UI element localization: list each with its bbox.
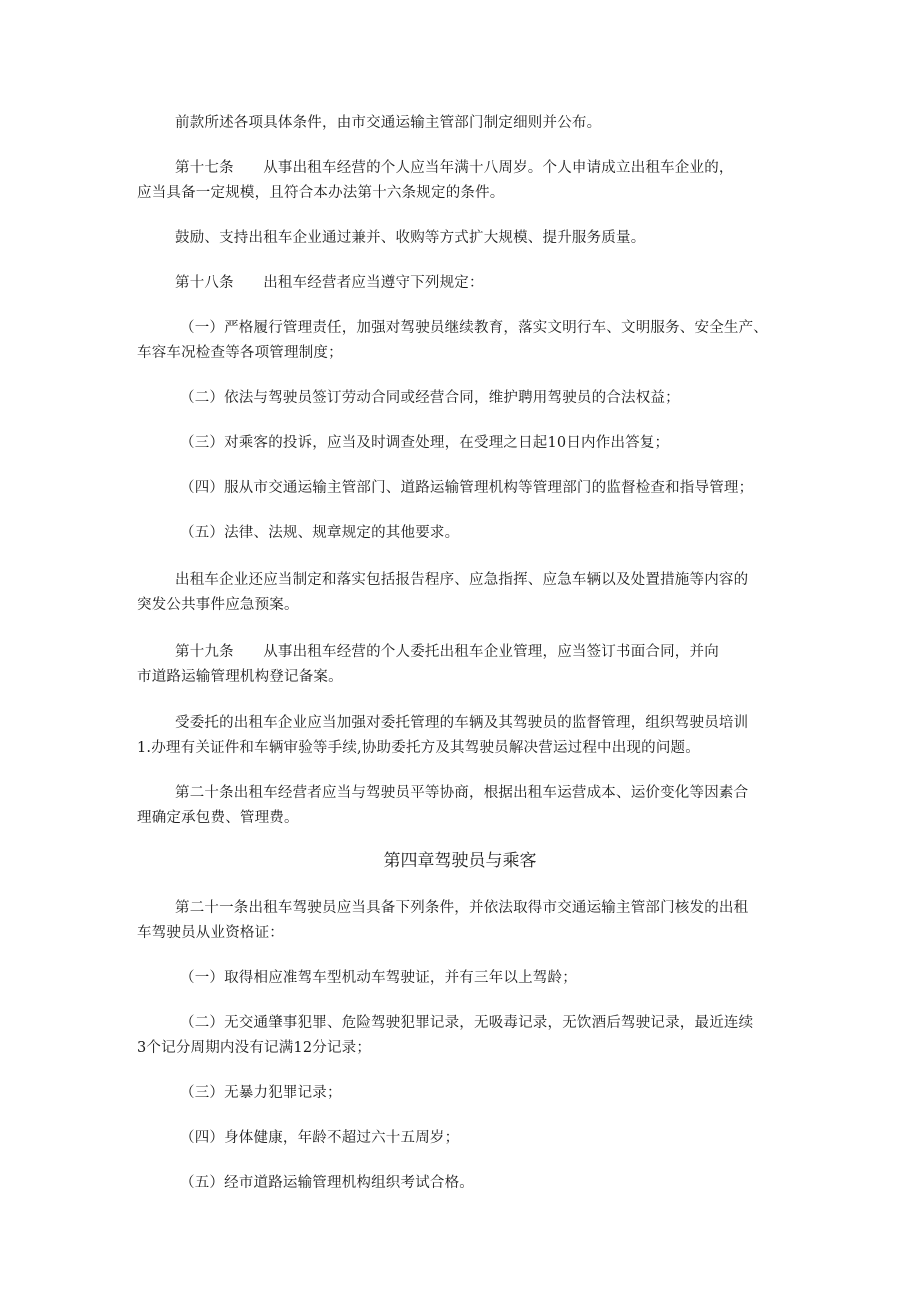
article-19-line-2: 市道路运输管理机构登记备案。 [137,669,343,685]
paragraph-line-1: 受委托的出租车企业应当加强对委托管理的车辆及其驾驶员的监督管理，组织驾驶员培训 [175,715,749,731]
paragraph-line-2: 突发公共事件应急预案。 [137,597,299,613]
article-17-line-2: 应当具备一定规模，且符合本办法第十六条规定的条件。 [137,185,505,201]
article-21-line-1: 第二十一条出租车驾驶员应当具备下列条件，并依法取得市交通运输主管部门核发的出租 [175,900,749,916]
article-20-line-2: 理确定承包费、管理费。 [137,810,299,826]
paragraph-line-1: 出租车企业还应当制定和落实包括报告程序、应急指挥、应急车辆以及处置措施等内容的 [175,572,749,588]
list-item: （三）对乘客的投诉，应当及时调查处理，在受理之日起10日内作出答复； [180,435,670,451]
article-21-line-2: 车驾驶员从业资格证： [137,925,284,941]
list-item-line-2: 车容车况检查等各项管理制度； [137,345,343,361]
paragraph-line: 前款所述各项具体条件，由市交通运输主管部门制定细则并公布。 [175,115,602,131]
paragraph-line: 鼓励、支持出租车企业通过兼并、收购等方式扩大规模、提升服务质量。 [175,230,646,246]
list-item: （四）服从市交通运输主管部门、道路运输管理机构等管理部门的监督检查和指导管理； [180,480,754,496]
list-item: （一）取得相应准驾车型机动车驾驶证，并有三年以上驾龄； [180,970,577,986]
article-17-line-1: 第十七条 从事出租车经营的个人应当年满十八周岁。个人申请成立出租车企业的， [175,160,734,176]
list-item: （五）法律、法规、规章规定的其他要求。 [180,525,460,541]
list-item: （二）依法与驾驶员签订劳动合同或经营合同，维护聘用驾驶员的合法权益； [180,390,680,406]
article-18-line: 第十八条 出租车经营者应当遵守下列规定： [175,275,484,291]
list-item-line-1: （一）严格履行管理责任，加强对驾驶员继续教育，落实文明行车、文明服务、安全生产、 [180,320,768,336]
paragraph-line-2: 1.办理有关证件和车辆审验等手续,协助委托方及其驾驶员解决营运过程中出现的问题。 [137,740,700,756]
chapter-heading: 第四章驾驶员与乘客 [383,851,537,871]
list-item-line-1: （二）无交通肇事犯罪、危险驾驶犯罪记录，无吸毒记录，无饮酒后驾驶记录，最近连续 [180,1015,754,1031]
list-item: （四）身体健康，年龄不超过六十五周岁； [180,1130,460,1146]
list-item-line-2: 3个记分周期内没有记满12分记录； [137,1040,372,1056]
list-item: （三）无暴力犯罪记录； [180,1085,342,1101]
list-item: （五）经市道路运输管理机构组织考试合格。 [180,1175,474,1191]
article-20-line-1: 第二十条出租车经营者应当与驾驶员平等协商，根据出租车运营成本、运价变化等因素合 [175,785,749,801]
article-19-line-1: 第十九条 从事出租车经营的个人委托出租车企业管理，应当签订书面合同，并向 [175,644,719,660]
